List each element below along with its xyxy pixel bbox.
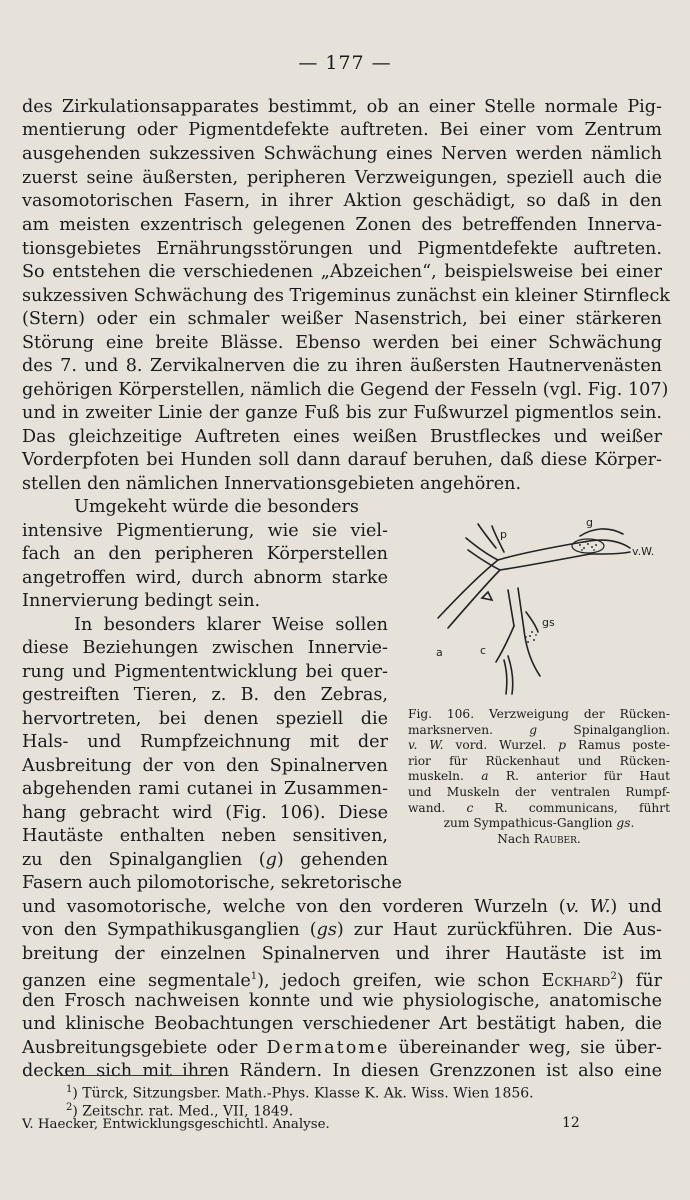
text-line: gehörigen Körperstellen, nämlich die Gegend der Fesseln (vgl. Fig. 107) — [22, 380, 669, 400]
text-line: Hals- und Rumpfzeichnung mit der — [22, 732, 388, 752]
text-segment: Ausbreitungsgebiete oder — [22, 1038, 267, 1058]
text-line: am meisten exzentrisch gelegenen Zonen des betreffenden Innerva- — [22, 215, 662, 235]
footnote-mark: 1 — [66, 1084, 73, 1095]
figure-label-a: a — [436, 646, 443, 659]
text-line: vasomotorischen Fasern, in ihrer Aktion geschädigt, so daß in den — [22, 191, 662, 211]
nerve-line — [438, 560, 498, 618]
text-segment: R. communicans, führt — [473, 800, 670, 815]
text-line: mentierung oder Pigmentdefekte auftreten. Bei einer vom Zentrum — [22, 120, 662, 140]
text-segment: segmentale — [148, 970, 251, 991]
caption-line: Fig. 106. Verzweigung der Rücken- — [408, 707, 670, 721]
text-segment: g — [265, 850, 277, 870]
text-line: In besonders klarer Weise sollen — [74, 615, 388, 635]
nerve-line — [482, 592, 492, 600]
text-segment: ), jedoch greifen, wie schon — [257, 970, 542, 991]
text-segment: c — [466, 800, 474, 815]
nerve-branching-figure — [408, 508, 670, 698]
caption-line: und Muskeln der ventralen Rumpf- — [408, 784, 670, 799]
text-line: Innervierung bedingt sein. — [22, 591, 261, 611]
nerve-line — [466, 538, 583, 560]
text-line: intensive Pigmentierung, wie sie viel- — [22, 521, 388, 541]
nerve-line — [508, 656, 513, 694]
sympathicus-ganglion-stipple — [525, 631, 537, 643]
nerve-line — [526, 612, 538, 632]
text-segment: . — [576, 831, 581, 846]
caption-line — [408, 801, 670, 817]
text-segment: gs — [316, 920, 337, 940]
text-segment: Nach — [497, 831, 534, 846]
text-line: zuerst seine äußersten, peripheren Verzweigungen, speziell auch die — [22, 168, 662, 188]
text-line: Vorderpfoten bei Hunden soll dann darauf beruhen, daß diese Körper- — [22, 450, 662, 470]
text-segment: g — [529, 722, 538, 737]
text-line: Fasern auch pilomotorische, sekretorische — [22, 873, 403, 893]
text-segment: R. anterior für Haut — [488, 769, 670, 784]
text-line: (Stern) oder ein schmaler weißer Nasenstrich, bei einer stärkeren — [22, 309, 662, 329]
text-line: fach an den peripheren Körperstellen — [22, 544, 388, 564]
caption-line — [408, 738, 670, 754]
text-line: Das gleichzeitige Auftreten eines weißen Brustfleckes und weißer — [22, 427, 662, 447]
text-line: rung und Pigmententwicklung bei quer- — [22, 662, 388, 682]
text-line — [22, 966, 662, 992]
nerve-line — [508, 590, 514, 626]
footnote-mark: 2 — [66, 1102, 73, 1113]
text-line: hang gebracht wird (Fig. 106). Diese — [22, 803, 388, 823]
text-line: breitung der einzelnen Spinalnerven und ihrer Hautäste ist im — [22, 944, 662, 964]
text-segment: zum Sympathicus-Ganglion — [443, 816, 617, 831]
text-segment: v. W. — [565, 897, 611, 917]
footnote-text: ) Zeitschr. rat. Med., VII, 1849. — [72, 1103, 294, 1120]
text-line: angetroffen wird, durch abnorm starke — [22, 568, 388, 588]
figure-label-c: c — [480, 644, 487, 657]
text-segment: wand. — [408, 800, 467, 815]
text-line: den Frosch nachweisen konnte und wie physiologische, anatomische — [22, 991, 662, 1011]
text-segment: p — [558, 738, 567, 753]
caption-line — [408, 769, 670, 785]
text-segment: ) und — [610, 897, 662, 917]
text-segment: vord. Wurzel. — [443, 738, 559, 753]
caption-line — [408, 832, 670, 848]
nerve-line — [518, 588, 524, 630]
text-segment: ganzen eine — [22, 970, 149, 991]
figure-label-vw: v.W. — [632, 545, 655, 558]
text-segment: übereinander weg, sie über- — [389, 1038, 662, 1058]
figure-label-gs: gs — [542, 616, 555, 629]
text-segment: ) zur Haut zurückführen. Die Aus- — [336, 920, 662, 940]
text-segment: v. W. — [408, 738, 444, 753]
text-segment: zu den Spinalganglien ( — [22, 850, 266, 870]
text-line — [22, 849, 388, 871]
text-line — [22, 896, 662, 918]
figure-label-g: g — [586, 516, 593, 529]
text-line: tionsgebietes Ernährungsstörungen und Pigmentdefekte auftreten. — [22, 239, 662, 259]
caption-line — [408, 723, 670, 739]
text-line — [22, 1037, 662, 1059]
text-segment: marksnerven. — [408, 722, 530, 737]
text-line: hervortreten, bei denen speziell die — [22, 709, 388, 729]
text-segment: Ramus poste- — [566, 738, 670, 753]
nerve-line — [496, 626, 514, 662]
text-line: Ausbreitung der von den Spinalnerven — [22, 756, 388, 776]
author-name: Eckhard — [541, 970, 611, 991]
text-segment: und vasomotorische, welche von den vorderen Wurzeln ( — [22, 897, 566, 917]
figure-label-p: p — [500, 528, 507, 541]
text-line: Störung eine breite Blässe. Ebenso werden bei einer Schwächung — [22, 333, 662, 353]
footnote-ref: 2 — [610, 971, 617, 982]
text-line: ausgehenden sukzessiven Schwächung eines Nerven werden nämlich — [22, 144, 662, 164]
text-segment: muskeln. — [408, 769, 482, 784]
nerve-line — [504, 660, 507, 694]
text-line: So entstehen die verschiedenen „Abzeichen“, beispielsweise bei einer — [22, 262, 662, 282]
text-segment: a — [481, 769, 489, 784]
text-line: und klinische Beobachtungen verschiedener Art bestätigt haben, die — [22, 1014, 662, 1034]
footnote-text: ) Türck, Sitzungsber. Math.-Phys. Klasse K. Ak. Wiss. Wien 1856. — [72, 1085, 534, 1102]
nerve-line — [583, 540, 630, 548]
caption-line: rior für Rückenhaut und Rücken- — [408, 753, 670, 768]
text-segment: Spinalganglion. — [537, 722, 671, 737]
text-line: und in zweiter Linie der ganze Fuß bis zur Fußwurzel pigmentlos sein. — [22, 403, 662, 423]
text-segment: von den Sympathikusganglien ( — [22, 920, 317, 940]
nerve-line — [580, 529, 623, 536]
text-line: des Zirkulationsapparates bestimmt, ob an einer Stelle normale Pig- — [22, 97, 662, 117]
text-line: Hautäste enthalten neben sensitiven, — [22, 826, 388, 846]
page-number: — 177 — — [298, 52, 392, 74]
author-name: Rauber — [533, 831, 577, 846]
text-segment: gs. — [616, 816, 635, 831]
text-line: abgehenden rami cutanei in Zusammen- — [22, 779, 388, 799]
text-line: sukzessiven Schwächung des Trigeminus zunächst ein kleiner Stirnfleck — [22, 286, 670, 306]
text-segment: ) gehenden — [276, 850, 388, 870]
text-line — [22, 919, 662, 941]
footnote-divider — [64, 1075, 214, 1076]
signature-number: 12 — [562, 1115, 580, 1131]
text-line: gestreiften Tieren, z. B. den Zebras, — [22, 685, 388, 705]
text-segment: ) für — [616, 970, 663, 991]
running-footer: V. Haecker, Entwicklungsgeschichtl. Analyse. — [22, 1117, 330, 1132]
text-line: stellen den nämlichen Innervationsgebieten angehören. — [22, 474, 522, 494]
caption-line — [408, 816, 670, 832]
text-segment: Dermatome — [266, 1038, 390, 1058]
text-line: decken sich mit ihren Rändern. In diesen Grenzzonen ist also eine — [22, 1061, 662, 1081]
text-line: diese Beziehungen zwischen Innervie- — [22, 638, 388, 658]
text-line: des 7. und 8. Zervikalnerven die zu ihren äußersten Hautnervenästen — [22, 356, 662, 376]
footnote-ref: 1 — [250, 971, 258, 982]
figure-caption — [408, 707, 670, 847]
text-line: Umgekeht würde die besonders — [74, 497, 359, 517]
